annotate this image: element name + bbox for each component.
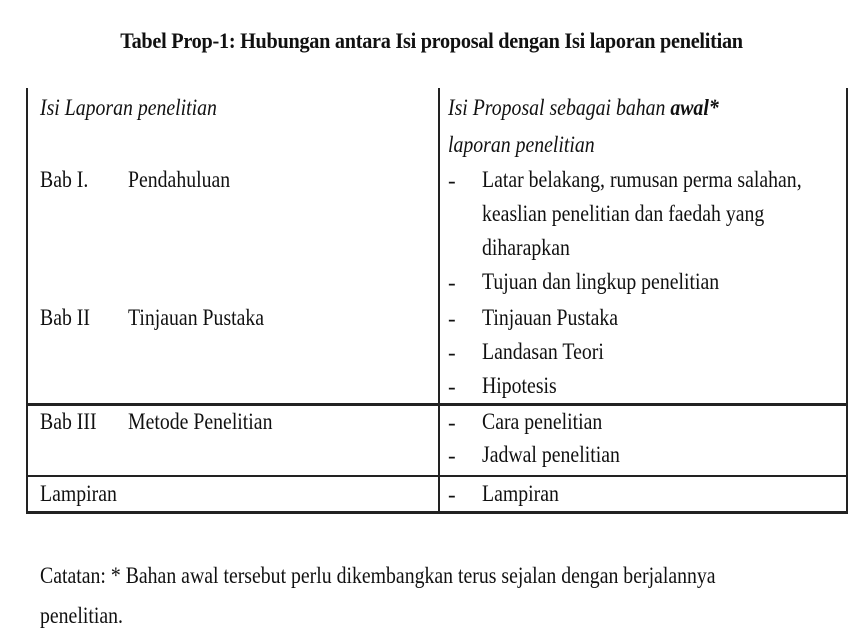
bullet: - <box>448 374 456 399</box>
list-item: Cara penelitian <box>482 409 603 434</box>
row-divider <box>28 403 846 406</box>
bab-label: Bab III <box>40 409 97 434</box>
bullet: - <box>448 410 456 435</box>
header-right <box>448 96 719 119</box>
header-right-text: Isi Proposal sebagai bahan <box>448 95 671 120</box>
list-item: Tinjauan Pustaka <box>482 305 619 330</box>
bab-label: Lampiran <box>40 481 117 506</box>
list-item: Jadwal penelitian <box>482 442 620 467</box>
list-item: keaslian penelitian dan faedah yang <box>482 201 765 226</box>
list-item: Hipotesis <box>482 373 557 398</box>
bab-name: Metode Penelitian <box>128 409 273 434</box>
header-right-bold: awal* <box>670 95 719 120</box>
bullet: - <box>448 443 456 468</box>
list-item: Landasan Teori <box>482 339 604 364</box>
bab-name: Pendahuluan <box>128 167 231 192</box>
list-item: Latar belakang, rumusan perma salahan, <box>482 167 802 192</box>
header-right-line2: laporan penelitian <box>448 132 595 157</box>
bab-label: Bab II <box>40 305 90 330</box>
bullet: - <box>448 270 456 295</box>
bullet: - <box>448 306 456 331</box>
bullet: - <box>448 482 456 507</box>
list-item: Tujuan dan lingkup penelitian <box>482 269 720 294</box>
note-line: Catatan: * Bahan awal tersebut perlu dikembangkan terus sejalan dengan berjalannya <box>40 563 716 588</box>
note-line: penelitian. <box>40 603 123 628</box>
bab-label: Bab I. <box>40 167 89 192</box>
header-left: Isi Laporan penelitian <box>40 95 217 120</box>
list-item: Lampiran <box>482 481 559 506</box>
table-title: Tabel Prop-1: Hubungan antara Isi proposal dengan Isi laporan penelitian <box>120 28 743 53</box>
bullet: - <box>448 168 456 193</box>
bab-name: Tinjauan Pustaka <box>128 305 265 330</box>
column-divider <box>438 88 440 511</box>
proposal-report-table <box>26 88 848 514</box>
row-divider <box>28 475 846 477</box>
list-item: diharapkan <box>482 235 570 260</box>
bullet: - <box>448 340 456 365</box>
